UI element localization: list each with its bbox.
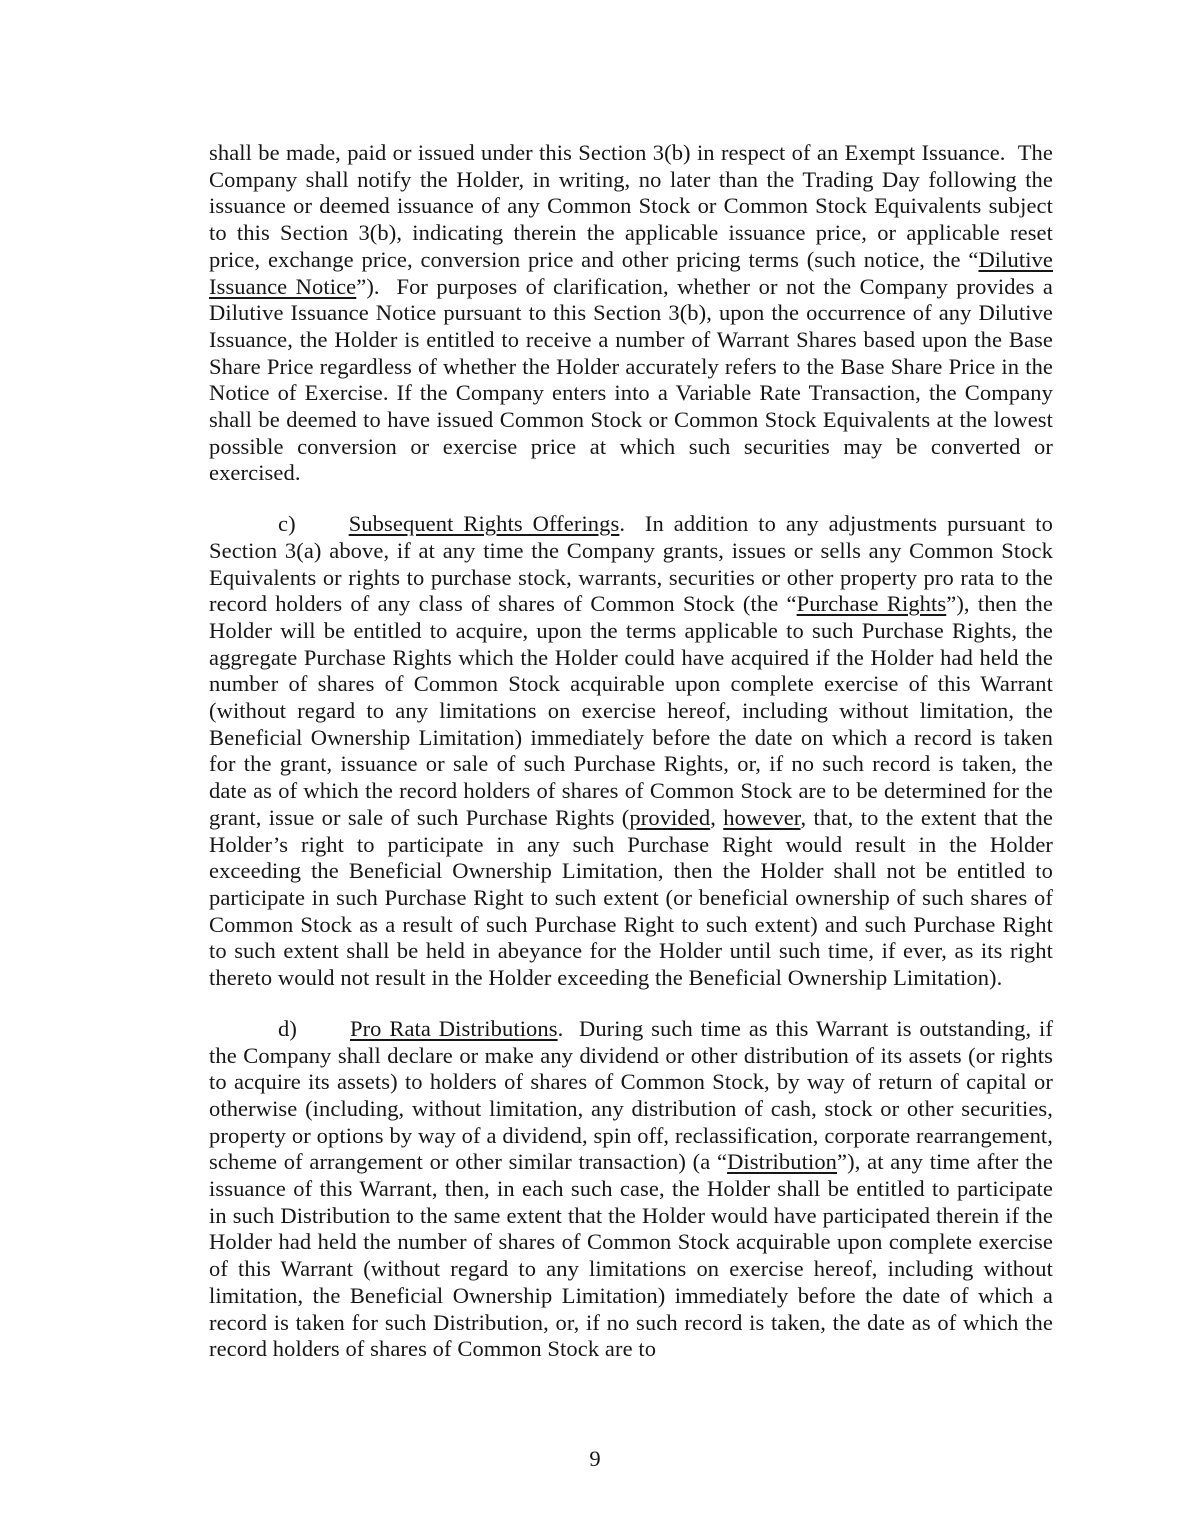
text-segment: ”), at any time after the issuance of this Warrant, then, in each such case, the Holder shall be entitled to participate in such Distribution to the same extent that the Holder would have participated therein if the Holder had held the number of shares of Common Stock acquirable upon complete exercise of this Warrant (without regard to any limitations on exercise hereof, including without limitation, the Beneficial Ownership Limitation) immediately before the date of which a record is taken for such Distribution, or, if no such record is taken, the date as of which the record holders of shares of Common Stock are to <box>209 1149 1053 1362</box>
underlined-term: Pro Rata Distributions <box>349 1015 558 1041</box>
text-segment: ”), then the Holder will be entitled to acquire, upon the terms applicable to such Purchase Rights, the aggregate Purchase Rights which the Holder could have acquired if the Holder had held the number of shares of Common Stock acquirable upon complete exercise of this Warrant (without regard to any limitations on exercise hereof, including without limitation, the Beneficial Ownership Limitation) immediately before the date on which a record is taken for the grant, issuance or sale of such Purchase Rights, or, if no such record is taken, the date as of which the record holders of shares of Common Stock are to be determined for the grant, issue or sale of such Purchase Rights ( <box>209 591 1053 830</box>
paragraph-section-3b-continuation <box>209 140 1053 487</box>
paragraph-section-3d-pro-rata-distributions <box>209 1016 1053 1363</box>
text-segment: c) <box>278 511 296 537</box>
text-segment: , that, to the extent that the Holder’s right to participate in any such Purchase Right would result in the Holder exceeding the Beneficial Ownership Limitation, then the Holder shall not be entitled to participate in such Purchase Right to such extent (or beneficial ownership of such shares of Common Stock as a result of such Purchase Right to such extent) and such Purchase Right to such extent shall be held in abeyance for the Holder until such time, if ever, as its right thereto would not result in the Holder exceeding the Beneficial Ownership Limitation). <box>209 804 1053 991</box>
text-segment: shall be made, paid or issued under this Section 3(b) in respect of an Exempt Issuance. The Company shall notify the Holder, in writing, no later than the Trading Day following the issuance or deemed issuance of any Common Stock or Common Stock Equivalents subject to this Section 3(b), indicating therein the applicable issuance price, or applicable reset price, exchange price, conversion price and other pricing terms (such notice, the “ <box>209 140 1053 272</box>
text-segment: ”). For purposes of clarification, whether or not the Company provides a Dilutive Issuance Notice pursuant to this Section 3(b), upon the occurrence of any Dilutive Issuance, the Holder is entitled to receive a number of Warrant Shares based upon the Base Share Price regardless of whether the Holder accurately refers to the Base Share Price in the Notice of Exercise. If the Company enters into a Variable Rate Transaction, the Company shall be deemed to have issued Common Stock or Common Stock Equivalents at the lowest possible conversion or exercise price at which such securities may be converted or exercised. <box>209 273 1053 486</box>
underlined-term: Purchase Rights <box>796 591 947 617</box>
underlined-term: provided <box>629 804 711 830</box>
text-segment: . In addition to any adjustments pursuant to Section 3(a) above, if at any time the Company grants, issues or sells any Common Stock Equivalents or rights to purchase stock, warrants, securities or other property pro rata to the record holders of any class of shares of Common Stock (the “ <box>209 511 1053 617</box>
text-segment: d) <box>278 1015 297 1041</box>
underlined-term: however <box>723 804 801 830</box>
document-body <box>209 140 1053 1387</box>
page-number: 9 <box>589 1446 601 1471</box>
text-segment: , <box>710 804 724 830</box>
text-segment: . During such time as this Warrant is outstanding, if the Company shall declare or make any dividend or other distribution of its assets (or rights to acquire its assets) to holders of shares of Common Stock, by way of return of capital or otherwise (including, without limitation, any distribution of cash, stock or other securities, property or options by way of a dividend, spin off, reclassification, corporate rearrangement, scheme of arrangement or other similar transaction) (a “ <box>209 1015 1053 1175</box>
underlined-term: Distribution <box>727 1149 838 1175</box>
paragraph-section-3c-subsequent-rights-offerings <box>209 511 1053 992</box>
underlined-term: Subsequent Rights Offerings <box>348 511 620 537</box>
underlined-term: Dilutive Issuance Notice <box>209 246 1053 299</box>
